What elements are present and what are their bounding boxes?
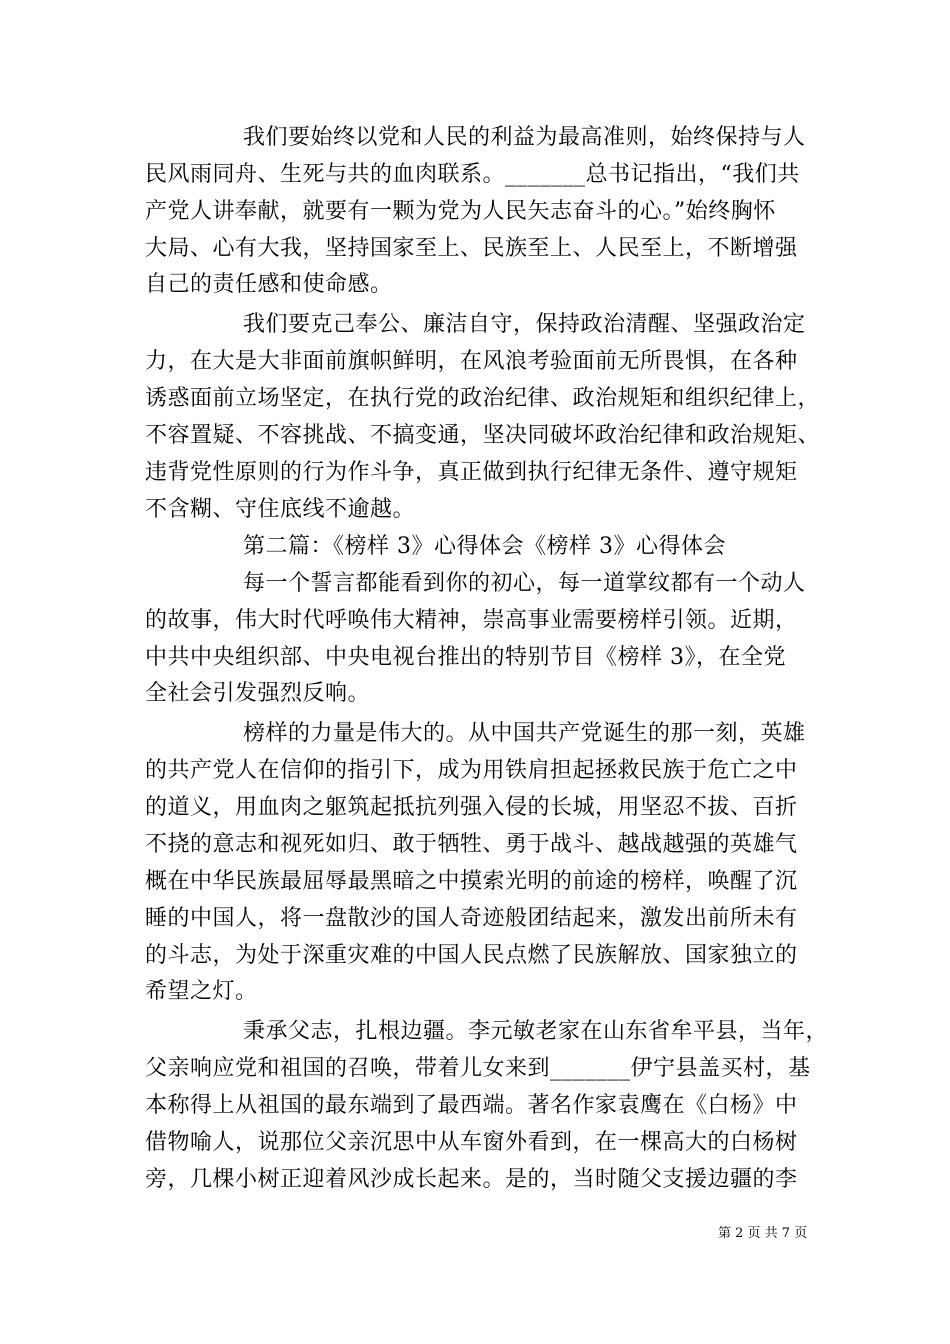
text-line: 的道义，用血肉之躯筑起抵抗列强入侵的长城，用坚忍不拔、百折 (145, 795, 798, 820)
text-line: 榜样的力量是伟大的。从中国共产党诞生的那一刻，英雄 (243, 721, 806, 746)
text-line: 旁，几棵小树正迎着风沙成长起来。是的，当时随父支援边疆的李 (145, 1167, 798, 1192)
text-line: 本称得上从祖国的最东端到了最西端。著名作家袁鹰在《白杨》中 (145, 1093, 798, 1118)
text-line: 我们要始终以党和人民的利益为最高准则，始终保持与人 (243, 125, 806, 150)
text-line: 睡的中国人，将一盘散沙的国人奇迹般团结起来，激发出前所未有 (145, 906, 798, 931)
text-line: 全社会引发强烈反响。 (145, 681, 371, 706)
text-line: 的故事，伟大时代呼唤伟大精神，崇高事业需要榜样引领。近期， (145, 608, 798, 633)
text-line: 大局、心有大我，坚持国家至上、民族至上、人民至上，不断增强 (145, 236, 798, 261)
text-line: 力，在大是大非面前旗帜鲜明，在风浪考验面前无所畏惧，在各种 (145, 349, 798, 374)
text-line: 概在中华民族最屈辱最黑暗之中摸索光明的前途的榜样，唤醒了沉 (145, 869, 798, 894)
text-line: 希望之灯。 (145, 979, 258, 1004)
text-line: 中共中央组织部、中央电视台推出的特别节目《榜样 3》，在全党 (145, 645, 786, 670)
text-line: 不挠的意志和视死如归、敢于牺牲、勇于战斗、越战越强的英雄气 (145, 832, 798, 857)
text-line: 违背党性原则的行为作斗争，真正做到执行纪律无条件、遵守规矩 (145, 460, 798, 485)
text-line: 借物喻人，说那位父亲沉思中从车窗外看到，在一棵高大的白杨树 (145, 1130, 798, 1155)
text-line: 诱惑面前立场坚定，在执行党的政治纪律、政治规矩和组织纪律上， (145, 386, 821, 411)
text-line: 每一个誓言都能看到你的初心，每一道掌纹都有一个动人 (243, 571, 806, 596)
text-line: 产党人讲奉献，就要有一颗为党为人民矢志奋斗的心。”始终胸怀 (145, 199, 776, 224)
text-line: 秉承父志，扎根边疆。李元敏老家在山东省牟平县，当年， (243, 1019, 829, 1044)
text-line: 的斗志，为处于深重灾难的中国人民点燃了民族解放、国家独立的 (145, 943, 798, 968)
text-line: 民风雨同舟、生死与共的血肉联系。_______总书记指出，“我们共 (145, 162, 800, 187)
section-heading: 第二篇：《榜样 3》心得体会《榜样 3》心得体会 (243, 534, 726, 559)
text-line: 我们要克己奉公、廉洁自守，保持政治清醒、坚强政治定 (243, 312, 806, 337)
text-line: 自己的责任感和使命感。 (145, 272, 393, 297)
text-line: 不容置疑、不容挑战、不搞变通，坚决同破坏政治纪律和政治规矩、 (145, 423, 821, 448)
text-line: 不含糊、守住底线不逾越。 (145, 497, 416, 522)
text-line: 的共产党人在信仰的指引下，成为用铁肩担起拯救民族于危亡之中 (145, 758, 798, 783)
page-number: 第 2 页 共 7 页 (718, 1226, 808, 1241)
text-line: 父亲响应党和祖国的召唤，带着儿女来到_______伊宁县盖买村，基 (145, 1056, 811, 1081)
